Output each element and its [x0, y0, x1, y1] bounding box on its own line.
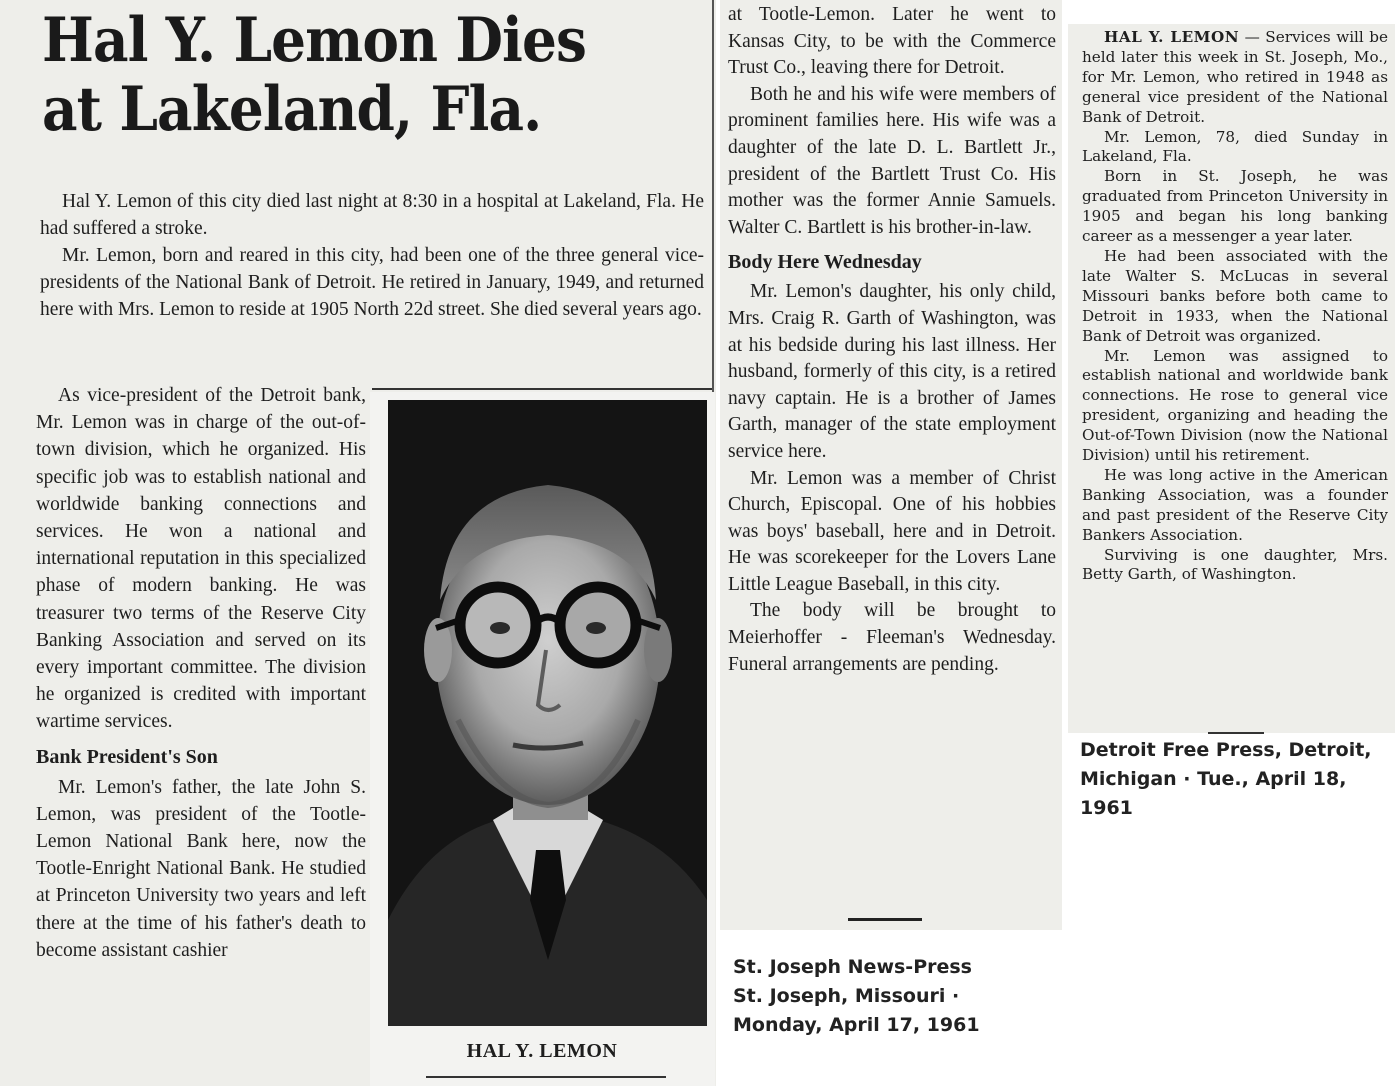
- headline-line-1: Hal Y. Lemon Dies: [42, 5, 587, 76]
- free-press-source-line-2: Michigan · Tue., April 18, 1961: [1080, 768, 1347, 819]
- continuation-paragraph-5: The body will be brought to Meierhoffer - Fleeman's Wednesday. Funeral arrangements are pending.: [728, 600, 1056, 675]
- free-press-paragraph-5: Mr. Lemon was assigned to establish national and worldwide bank connections. He rose to general vice president, organizing and heading the Out-of-Town Division (now the National Division) until his retirement.: [1082, 346, 1388, 465]
- article-end-rule: [848, 918, 922, 921]
- subhead-bank-presidents-son: Bank President's Son: [36, 745, 218, 768]
- portrait-illustration: [388, 400, 707, 1026]
- source-name: St. Joseph News-Press: [733, 956, 972, 978]
- continuation-paragraph-3: Mr. Lemon's daughter, his only child, Mrs. Craig R. Garth of Washington, was at his bedside during his last illness. Her husband, formerly of this city, is a retired navy captain. He is a brother of James Garth, manager of the state employment service here.: [728, 281, 1056, 462]
- free-press-paragraph-1-text: — Services will be held later this week in St. Joseph, Mo., for Mr. Lemon, who retired in 1948 as general vice president of the National Bank of Detroit.: [1082, 28, 1388, 126]
- free-press-paragraph-7: Surviving is one daughter, Mrs. Betty Garth, of Washington.: [1082, 545, 1388, 584]
- continuation-paragraph-4: Mr. Lemon was a member of Christ Church, Episcopal. One of his hobbies was boys' baseball, here and in Detroit. He was scorekeeper for the Lovers Lane Little League Baseball, in this city.: [728, 467, 1056, 595]
- lead-paragraph-2: Mr. Lemon, born and reared in this city, had been one of the three general vice-presidents of the National Bank of Detroit. He retired in January, 1949, and returned here with Mrs. Lemon to reside at 1905 North 22d street. She died several years ago.: [40, 245, 704, 320]
- free-press-end-rule: [1208, 732, 1264, 734]
- left-column: [36, 382, 366, 964]
- free-press-paragraph-1: [1082, 28, 1388, 128]
- continuation-paragraph-2: Both he and his wife were members of prominent families here. His wife was a daughter of the late D. L. Bartlett Jr., president of the Bartlett Trust Co. His mother was the former Annie Samuels. Walter C. Bartlett is his brother-in-law.: [728, 83, 1056, 238]
- continuation-paragraph-1: at Tootle-Lemon. Later he went to Kansas City, to be with the Commerce Trust Co., leaving there for Detroit.: [728, 4, 1056, 79]
- headline-line-2: at Lakeland, Fla.: [42, 74, 542, 145]
- photo-top-rule: [372, 388, 712, 390]
- caption-rule: [426, 1076, 666, 1078]
- continuation-column: [728, 2, 1056, 678]
- free-press-paragraph-6: He was long active in the American Banking Association, was a founder and past president of the Reserve City Bankers Association.: [1082, 465, 1388, 544]
- free-press-paragraph-4: He had been associated with the late Walter S. McLucas in several Missouri banks before both came to Detroit in 1933, when the National Bank of Detroit was organized.: [1082, 246, 1388, 345]
- subhead-body-here-wednesday: Body Here Wednesday: [728, 251, 922, 274]
- column-divider: [712, 0, 714, 410]
- news-press-continuation: [720, 0, 1062, 930]
- free-press-paragraph-2: Mr. Lemon, 78, died Sunday in Lakeland, Fla.: [1082, 127, 1388, 166]
- left-column-paragraph-2: Mr. Lemon's father, the late John S. Lemon, was president of the Tootle-Lemon National Bank here, now the Tootle-Enright National Bank. He studied at Princeton University two years and left there at the time of his father's death to become assistant cashier: [36, 776, 366, 961]
- lead-paragraph-1: Hal Y. Lemon of this city died last night at 8:30 in a hospital at Lakeland, Fla. He had suffered a stroke.: [40, 191, 704, 239]
- headline: [42, 6, 618, 144]
- free-press-name: HAL Y. LEMON: [1104, 28, 1240, 46]
- source-date: Monday, April 17, 1961: [733, 1014, 980, 1036]
- source-location: St. Joseph, Missouri ·: [733, 985, 960, 1007]
- free-press-source-label: [1080, 736, 1395, 823]
- free-press-source-line-1: Detroit Free Press, Detroit,: [1080, 739, 1372, 761]
- news-press-source-label: [733, 953, 980, 1040]
- free-press-paragraph-3: Born in St. Joseph, he was graduated from Princeton University in 1905 and began his long banking career as a messenger a year later.: [1082, 167, 1388, 246]
- lead-paragraphs: [40, 188, 704, 323]
- free-press-column: [1082, 28, 1388, 585]
- photo-caption: HAL Y. LEMON: [466, 1040, 618, 1062]
- portrait-photo: [388, 400, 707, 1026]
- left-column-paragraph-1: As vice-president of the Detroit bank, Mr. Lemon was in charge of the out-of-town division, which he organized. His specific job was to establish national and worldwide banking connections and services. He won a national and international reputation in this specialized phase of modern banking. He was treasurer two terms of the Reserve City Banking Association and served on its every important committee. The division he organized is credited with important wartime services.: [36, 385, 366, 733]
